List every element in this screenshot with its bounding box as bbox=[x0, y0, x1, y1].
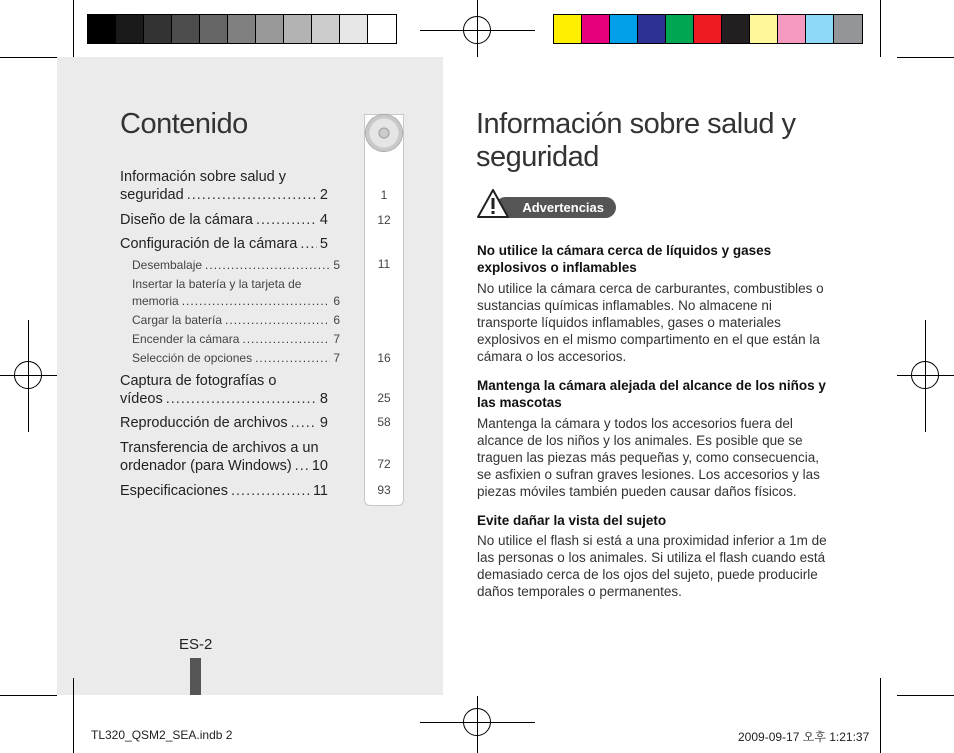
cd-page-number: 58 bbox=[377, 415, 391, 429]
toc-entry-label: Transferencia de archivos a un bbox=[120, 440, 319, 456]
cd-page-number: 93 bbox=[377, 483, 391, 497]
section-body: No utilice la cámara cerca de carburantes, combustibles o sustancias químicas inflamables. No almacene ni transporte líquidos inflamables, gases o materiales explosivos en el mismo compartimento en el que están la cámara o los accesorios. bbox=[477, 281, 824, 364]
crop-mark bbox=[897, 57, 954, 58]
toc-entry-label: Configuración de la cámara bbox=[120, 236, 298, 252]
page-tab-marker bbox=[190, 658, 201, 695]
color-swatch bbox=[694, 15, 722, 43]
toc-leader-dots bbox=[256, 211, 317, 229]
color-swatch bbox=[582, 15, 610, 43]
toc-page-number: 6 bbox=[333, 313, 340, 327]
color-swatch bbox=[228, 15, 256, 43]
toc-leader-dots bbox=[231, 482, 310, 500]
toc-leader-dots bbox=[255, 350, 330, 367]
color-swatch bbox=[172, 15, 200, 43]
color-swatch bbox=[340, 15, 368, 43]
toc-entry-label: Captura de fotografías o bbox=[120, 373, 277, 389]
cd-page-strip bbox=[364, 114, 404, 506]
color-swatch bbox=[284, 15, 312, 43]
crop-mark bbox=[897, 695, 954, 696]
color-swatch bbox=[116, 15, 144, 43]
color-swatch bbox=[368, 15, 396, 43]
page-number: ES-2 bbox=[179, 636, 213, 653]
crop-mark bbox=[0, 695, 57, 696]
toc-page-number: 2 bbox=[319, 187, 328, 203]
toc-entry-label: Desembalaje bbox=[132, 258, 203, 272]
toc-entry-label: Reproducción de archivos bbox=[120, 415, 288, 431]
toc-title: Contenido bbox=[120, 108, 248, 140]
toc-leader-dots bbox=[182, 293, 331, 310]
color-swatch bbox=[88, 15, 116, 43]
color-swatch bbox=[200, 15, 228, 43]
toc-entry-label: Selección de opciones bbox=[132, 351, 253, 365]
section-body: No utilice el flash si está a una proximidad inferior a 1m de las personas o los animales. Si utiliza el flash cuando está demasiado cerca de los ojos del sujeto, puede producirle daños temporales o permanentes. bbox=[477, 533, 827, 599]
toc-page-number: 4 bbox=[319, 212, 328, 228]
toc-page-number: 7 bbox=[333, 351, 340, 365]
warning-triangle-icon bbox=[477, 189, 513, 219]
toc-entry-label: memoria bbox=[132, 294, 179, 308]
toc-entry[interactable] bbox=[120, 350, 340, 367]
cd-page-number: 11 bbox=[377, 257, 391, 271]
color-swatch bbox=[806, 15, 834, 43]
cd-page-number: 16 bbox=[377, 351, 391, 365]
print-timestamp: 2009-09-17 오후 1:21:37 bbox=[738, 730, 870, 744]
toc-page-number: 7 bbox=[333, 332, 340, 346]
toc-entry[interactable] bbox=[120, 372, 328, 408]
toc-page-number: 11 bbox=[312, 483, 328, 499]
color-swatch bbox=[638, 15, 666, 43]
toc-page-number: 5 bbox=[333, 258, 340, 272]
section-heading: Evite dañar la vista del sujeto bbox=[477, 513, 667, 528]
color-swatch bbox=[834, 15, 862, 43]
toc-leader-dots bbox=[242, 331, 330, 348]
crop-mark bbox=[880, 678, 881, 753]
toc-page-number: 10 bbox=[311, 458, 328, 474]
toc-page-number: 9 bbox=[319, 415, 328, 431]
toc-entry-label: Insertar la batería y la tarjeta de bbox=[132, 277, 302, 291]
file-slug: TL320_QSM2_SEA.indb 2 bbox=[91, 728, 233, 742]
toc-entry[interactable] bbox=[120, 168, 328, 204]
toc-leader-dots bbox=[291, 414, 317, 432]
toc-entry[interactable] bbox=[120, 312, 340, 329]
crop-mark bbox=[880, 0, 881, 57]
toc-entry-label: ordenador (para Windows) bbox=[120, 458, 292, 474]
toc-leader-dots bbox=[225, 312, 330, 329]
toc-leader-dots bbox=[295, 457, 309, 475]
toc-entry-label: Especificaciones bbox=[120, 483, 228, 499]
toc-entry[interactable] bbox=[120, 257, 340, 274]
toc-entry-label: vídeos bbox=[120, 391, 163, 407]
toc-entry-label: Diseño de la cámara bbox=[120, 212, 253, 228]
section-body: Mantenga la cámara y todos los accesorios fuera del alcance de los niños y los animales. Es posible que se traguen las piezas más pequeñas y, como consecuencia, se asfixien o sufran graves lesiones. Los accesorios y las piezas móviles también pueden causar daños físicos. bbox=[477, 416, 820, 499]
crop-mark bbox=[73, 678, 74, 753]
toc-page-number: 6 bbox=[333, 294, 340, 308]
cd-page-number: 12 bbox=[377, 213, 391, 227]
color-swatch bbox=[722, 15, 750, 43]
toc-page-number: 8 bbox=[319, 391, 328, 407]
color-swatch bbox=[750, 15, 778, 43]
toc-page-number: 5 bbox=[319, 236, 328, 252]
cd-page-number: 1 bbox=[380, 188, 388, 202]
cd-page-number: 72 bbox=[377, 457, 391, 471]
toc-entry[interactable] bbox=[120, 211, 328, 229]
color-swatch bbox=[256, 15, 284, 43]
color-swatch bbox=[312, 15, 340, 43]
color-swatch bbox=[666, 15, 694, 43]
grayscale-calibration-bar bbox=[87, 14, 397, 44]
toc-leader-dots bbox=[166, 390, 317, 408]
toc-leader-dots bbox=[300, 235, 317, 253]
toc-entry-label: seguridad bbox=[120, 187, 184, 203]
toc-leader-dots bbox=[187, 186, 317, 204]
warning-label: Advertencias bbox=[495, 197, 616, 218]
color-swatch bbox=[144, 15, 172, 43]
toc-entry[interactable] bbox=[120, 482, 328, 500]
crop-mark bbox=[0, 57, 57, 58]
color-calibration-bar bbox=[553, 14, 863, 44]
crop-mark bbox=[73, 0, 74, 57]
toc-entry-label: Encender la cámara bbox=[132, 332, 240, 346]
color-swatch bbox=[778, 15, 806, 43]
toc-entry[interactable] bbox=[120, 414, 328, 432]
toc-entry[interactable] bbox=[120, 235, 328, 253]
toc-entry-label: Información sobre salud y bbox=[120, 169, 287, 185]
toc-entry[interactable] bbox=[120, 331, 340, 348]
toc-entry[interactable] bbox=[120, 439, 328, 475]
section-title: Información sobre salud y seguridad bbox=[476, 108, 796, 173]
toc-entry[interactable] bbox=[120, 276, 340, 310]
color-swatch bbox=[554, 15, 582, 43]
cd-icon bbox=[365, 114, 403, 152]
toc-entry-label: Cargar la batería bbox=[132, 313, 223, 327]
cd-page-number: 25 bbox=[377, 391, 391, 405]
color-swatch bbox=[610, 15, 638, 43]
section-heading: Mantenga la cámara alejada del alcance de los niños y las mascotas bbox=[477, 378, 826, 410]
section-heading: No utilice la cámara cerca de líquidos y gases explosivos o inflamables bbox=[477, 243, 772, 275]
toc-leader-dots bbox=[205, 257, 330, 274]
